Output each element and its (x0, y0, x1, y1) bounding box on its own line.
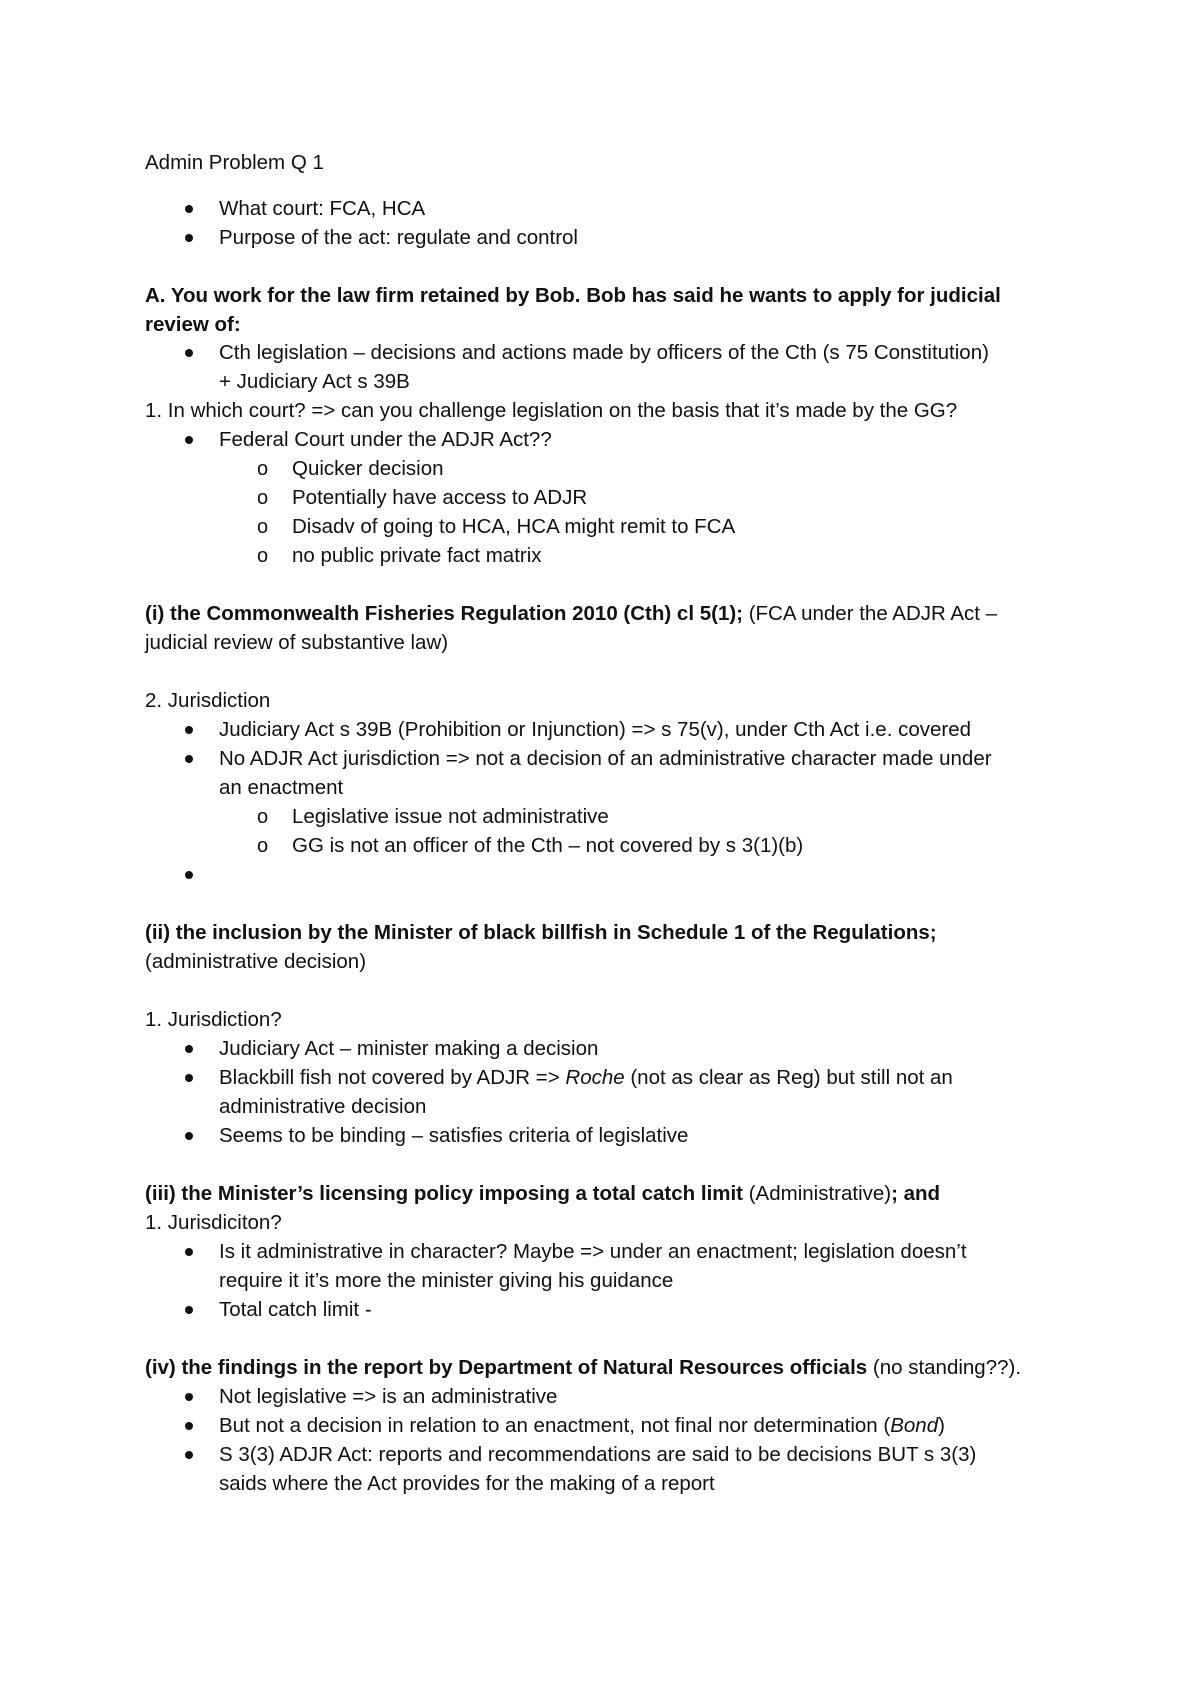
part-a-heading: A. You work for the law firm retained by Bob. Bob has said he wants to apply for judicial (145, 284, 1001, 307)
bullet-icon (185, 755, 193, 763)
part-iii-bullet-character-cont: require it it’s more the minister giving his guidance (219, 1269, 674, 1292)
part-a-heading-cont: review of: (145, 313, 241, 336)
bullet-icon (185, 1451, 193, 1459)
part-i-heading-cont: judicial review of substantive law) (145, 631, 449, 654)
part-iii-heading-end: ; and (891, 1182, 941, 1205)
part-iv-bullet-s33-cont: saids where the Act provides for the making of a report (219, 1472, 715, 1495)
intro-bullet-purpose: Purpose of the act: regulate and control (219, 226, 578, 249)
bullet-icon (185, 349, 193, 357)
part-i-heading-bold: (i) the Commonwealth Fisheries Regulation 2010 (Cth) cl 5(1); (145, 602, 744, 625)
part-ii-bullet-blackbill-pre: Blackbill fish not covered by ADJR => (219, 1066, 566, 1089)
part-iii-bullet-character: Is it administrative in character? Maybe => under an enactment; legislation doesn’t (219, 1240, 967, 1263)
sub-item-gg: GG is not an officer of the Cth – not covered by s 3(1)(b) (292, 834, 804, 857)
sub-item-quicker: Quicker decision (292, 457, 444, 480)
part-a-question-1: 1. In which court? => can you challenge legislation on the basis that it’s made by the GG? (145, 399, 958, 422)
part-iii-jurisdiction: 1. Jurisdiciton? (145, 1211, 282, 1234)
sub-item-disadv: Disadv of going to HCA, HCA might remit to FCA (292, 515, 736, 538)
part-i-heading-rest: (FCA under the ADJR Act – (743, 602, 998, 625)
part-i-bullet-adjr: No ADJR Act jurisdiction => not a decision of an administrative character made under (219, 747, 992, 770)
sub-bullet-icon: o (257, 458, 269, 480)
part-i-bullet-39b: Judiciary Act s 39B (Prohibition or Injunction) => s 75(v), under Cth Act i.e. covered (219, 718, 972, 741)
case-name-bond: Bond (890, 1414, 939, 1437)
part-iv-heading-bold: (iv) the findings in the report by Department of Natural Resources officials (145, 1356, 868, 1379)
part-iii-heading (145, 1181, 940, 1207)
part-a-bullet-cth-cont: + Judiciary Act s 39B (219, 370, 410, 393)
part-a-bullet-cth: Cth legislation – decisions and actions made by officers of the Cth (s 75 Constitution) (219, 341, 989, 364)
part-i-heading (145, 601, 997, 627)
part-iii-heading-bold: (iii) the Minister’s licensing policy imposing a total catch limit (145, 1182, 744, 1205)
part-ii-bullet-blackbill-post: (not as clear as Reg) but still not an (624, 1066, 953, 1089)
bullet-icon (185, 1045, 193, 1053)
part-iv-bullet-not-decision-pre: But not a decision in relation to an enactment, not final nor determination ( (219, 1414, 891, 1437)
bullet-icon (185, 1074, 193, 1082)
part-iv-bullet-s33: S 3(3) ADJR Act: reports and recommendations are said to be decisions BUT s 3(3) (219, 1443, 977, 1466)
part-ii-heading-cont: (administrative decision) (145, 950, 367, 973)
sub-item-matrix: no public private fact matrix (292, 544, 542, 567)
case-name-roche: Roche (565, 1066, 625, 1089)
sub-item-access: Potentially have access to ADJR (292, 486, 588, 509)
bullet-icon (185, 1393, 193, 1401)
sub-bullet-icon: o (257, 516, 269, 538)
part-a-bullet-fca: Federal Court under the ADJR Act?? (219, 428, 552, 451)
part-ii-bullet-judiciary: Judiciary Act – minister making a decision (219, 1037, 599, 1060)
bullet-icon (185, 234, 193, 242)
bullet-icon (185, 1422, 193, 1430)
bullet-icon (185, 1132, 193, 1140)
part-iv-bullet-not-decision-post: ) (938, 1414, 945, 1437)
bullet-icon (185, 205, 193, 213)
intro-bullet-court: What court: FCA, HCA (219, 197, 426, 220)
bullet-icon (185, 1306, 193, 1314)
part-ii-bullet-blackbill-cont: administrative decision (219, 1095, 427, 1118)
sub-bullet-icon: o (257, 835, 269, 857)
part-iv-bullet-not-legislative: Not legislative => is an administrative (219, 1385, 558, 1408)
part-iv-heading (145, 1355, 1021, 1381)
sub-item-legislative: Legislative issue not administrative (292, 805, 609, 828)
sub-bullet-icon: o (257, 487, 269, 509)
part-iii-bullet-catch: Total catch limit - (219, 1298, 372, 1321)
empty-bullet-icon (185, 871, 193, 879)
sub-bullet-icon: o (257, 545, 269, 567)
part-iii-heading-mid: (Administrative) (743, 1182, 892, 1205)
part-ii-jurisdiction: 1. Jurisdiction? (145, 1008, 282, 1031)
part-ii-bullet-binding: Seems to be binding – satisfies criteria of legislative (219, 1124, 689, 1147)
bullet-icon (185, 1248, 193, 1256)
part-i-bullet-adjr-cont: an enactment (219, 776, 344, 799)
bullet-icon (185, 726, 193, 734)
part-iv-heading-rest: (no standing??). (867, 1356, 1022, 1379)
document-title: Admin Problem Q 1 (145, 151, 324, 174)
part-ii-heading: (ii) the inclusion by the Minister of black billfish in Schedule 1 of the Regulations; (145, 921, 937, 944)
part-iv-bullet-not-decision (219, 1413, 945, 1439)
sub-bullet-icon: o (257, 806, 269, 828)
part-ii-bullet-blackbill (219, 1065, 953, 1091)
part-i-jurisdiction: 2. Jurisdiction (145, 689, 271, 712)
bullet-icon (185, 436, 193, 444)
